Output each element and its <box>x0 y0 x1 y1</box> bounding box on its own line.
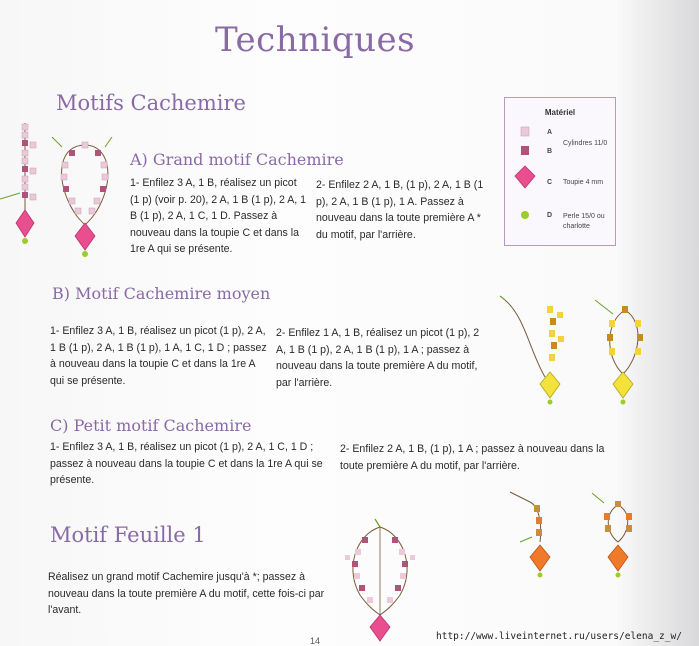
feuille-illustration <box>335 515 425 645</box>
a-step-1: 1- Enfilez 3 A, 1 B, réalisez un picot (1 p) (voir p. 20), 2 A, 1 B (1 p), 2 A, 1 B (1 p), 2 A, 1 C, 1 D. Passez à nouveau dans la toupie C et dans la 1re A qui se présente. <box>130 177 307 255</box>
watermark-url: http://www.liveinternet.ru/users/elena_z_w/ <box>436 631 682 642</box>
legend-letter-c: C <box>547 179 553 186</box>
b-step-2: 2- Enfilez 1 A, 1 B, réalisez un picot (1 p), 2 A, 1 B (1 p), 2 A, 1 B (1 p), 1 A ; passez à nouveau dans la toute première A du motif, par l'arrière. <box>276 327 480 389</box>
legend-label-d: Perle 15/0 ou charlotte <box>563 213 605 230</box>
materials-legend <box>504 97 616 246</box>
bead-d-swatch <box>521 211 529 219</box>
a-step-2: 2- Enfilez 2 A, 1 B, (1 p), 2 A, 1 B (1 p), 2 A, 1 B (1 p), 1 A. Passez à nouveau dans la toute première A * du motif, par l'arrière. <box>316 179 484 241</box>
section-title-feuille: Motif Feuille 1 <box>50 523 206 547</box>
bead-b-swatch <box>521 146 529 155</box>
legend-letter-b: B <box>547 148 553 155</box>
feuille-text: Réalisez un grand motif Cachemire jusqu'à *; passez à nouveau dans la toute première A du motif, cette fois-ci par l'avant. <box>48 571 325 616</box>
page-title: Techniques <box>215 20 416 60</box>
petit-motif-illustration <box>500 487 660 587</box>
page-number: 14 <box>310 636 321 646</box>
c-step-2: 2- Enfilez 2 A, 1 B, (1 p), 1 A ; passez à nouveau dans la toute première A du motif, par l'arrière. <box>340 443 605 472</box>
legend-letter-d: D <box>547 212 553 219</box>
bead-c-swatch <box>515 166 535 188</box>
bead-a-swatch <box>521 127 529 136</box>
legend-label-c: Toupie 4 mm <box>563 179 604 186</box>
moyen-motif-illustration <box>495 292 665 417</box>
legend-label-a: Cylindres 11/0 <box>563 140 608 147</box>
legend-title: Matériel <box>544 108 576 117</box>
subsection-title-b: B) Motif Cachemire moyen <box>52 284 271 303</box>
subsection-title-a: A) Grand motif Cachemire <box>130 150 344 169</box>
c-step-1: 1- Enfilez 3 A, 1 B, réalisez un picot (1 p), 2 A, 1 C, 1 D ; passez à nouveau dans la toupie C et dans la 1re A qui se présente. <box>50 441 323 486</box>
subsection-title-c: C) Petit motif Cachemire <box>50 416 252 435</box>
grand-motif-illustration <box>0 115 130 260</box>
b-step-1: 1- Enfilez 3 A, 1 B, réalisez un picot (1 p), 2 A, 1 B (1 p), 2 A, 1 B (1 p), 1 A, 1 C, 1 D ; passez à nouveau dans la toupie C et dans la 1re A qui se présente. <box>50 325 267 387</box>
legend-letter-a: A <box>547 129 553 136</box>
section-title-cachemire: Motifs Cachemire <box>56 91 246 115</box>
